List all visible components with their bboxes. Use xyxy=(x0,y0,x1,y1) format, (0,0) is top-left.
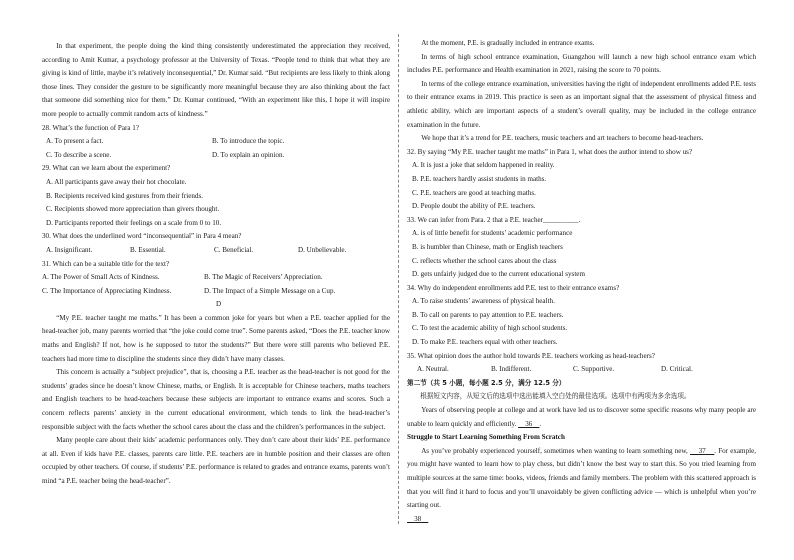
q28-option-d: D. To explain an opinion. xyxy=(212,150,285,159)
q33-option-c: C. reflects whether the school cares about the class xyxy=(412,256,557,265)
q33-option-a: A. is of little benefit for students’ academic performance xyxy=(412,229,573,238)
q34-option-d: D. To make P.E. teachers equal with other teachers. xyxy=(412,338,558,347)
section-heading: 第二节（共 5 小题，每小题 2.5 分，满分 12.5 分） xyxy=(407,378,566,387)
passage-d-para-2: This concern is actually a “subject prejudice”, that is, choosing a P.E. teacher as the head-teacher is not good for the students’ grades since he doesn’t know Chinese, maths, or English. It is acceptable for Chinese teachers, maths teachers and English teachers to be head-teachers because these subjects are important to entrance exams and scores. Such a concern reflects parents’ anxiety in the current educational environment, which tends to link the head-teacher’s responsible subject with the facts whether the school cares about the class and the children’s performances in the subject. xyxy=(42,368,390,431)
q32-option-c: C. P.E. teachers are good at teaching maths. xyxy=(412,188,536,197)
question-30: 30. What does the underlined word “inconsequential” in Para 4 mean? xyxy=(42,232,242,241)
q34-option-c: C. To test the academic ability of high school students. xyxy=(412,324,568,333)
section-instructions: 根据短文内容，从短文后的选项中选出能填入空白处的最佳选项。选项中有两项为多余选项。 xyxy=(420,392,691,401)
blank-37-number: 37 xyxy=(698,446,706,455)
q30-option-b: B. Essential. xyxy=(130,245,166,254)
blank-36 xyxy=(518,420,539,428)
q28-options-row-1 xyxy=(42,135,390,149)
q31-options-row-2 xyxy=(42,285,390,299)
passage-d-para-5: In terms of high school entrance examination, Guangzhou will launch a new high school entrance exam which includes P.E. performance and Health examination in 2021, raising the score to 70 points. xyxy=(407,52,756,75)
question-29: 29. What can we learn about the experiment? xyxy=(42,164,171,173)
q35-option-b: B. Indifferent. xyxy=(491,365,532,374)
q31-option-a: A. The Power of Small Acts of Kindness. xyxy=(42,273,160,282)
q31-option-d: D. The Impact of a Simple Message on a Cup. xyxy=(204,286,336,295)
passage-e-intro: Years of observing people at college and at work have led us to discover some specific reasons why many people are unable to learn quickly and efficiently. 36 . xyxy=(407,406,756,428)
passage-d-para-7: We hope that it’s a trend for P.E. teachers, music teachers and art teachers to become head-teachers. xyxy=(421,134,704,143)
q35-option-d: D. Critical. xyxy=(661,365,693,374)
passage-d-para-1: “My P.E. teacher taught me maths.” It has been a common joke for years but when a P.E. teacher applied for the head-teacher job, many parents worried that “the joke could come true”. Some parents asked, “Does the P.E. teacher know maths and English? If not, how is he supposed to tutor the students?” But there were still parents who believed P.E. teachers had more time to discipline the students since they didn’t have many classes. xyxy=(42,313,390,363)
right-column xyxy=(407,0,756,560)
q30-option-a: A. Insignificant. xyxy=(46,245,93,254)
q32-option-d: D. People doubt the ability of P.E. teachers. xyxy=(412,202,536,211)
blank-36-number: 36 xyxy=(525,419,533,428)
blank-38 xyxy=(407,515,428,523)
passage-d-para-4: At the moment, P.E. is gradually included in entrance exams. xyxy=(421,39,595,47)
column-divider xyxy=(398,34,399,524)
q31-option-c: C. The Importance of Appreciating Kindness. xyxy=(42,286,172,295)
passage-e-para-1-text: As you’ve probably experienced yourself, sometimes when wanting to learn something new, xyxy=(421,446,688,455)
q28-option-b: B. To introduce the topic. xyxy=(212,137,285,146)
passage-d-para-3: Many people care about their kids’ academic performances only. They don’t care about their kids’ P.E. performance at all. Even if kids have P.E. classes, parents care little. P.E. teachers are in humble position and their classes are often occupied by other teachers. Of course, if students’ P.E. performance is related to grades and entrance exams, parents won’t mind “a P.E. teacher being the head-teacher”. xyxy=(42,436,390,485)
q29-option-a: A. All participants gave away their hot chocolate. xyxy=(46,177,187,186)
passage-e-para-1: As you’ve probably experienced yourself, sometimes when wanting to learn something new, 37 . For example, you might have wanted to learn how to play chess, but didn’t know the best way to start this. So you tried learning from multiple sources at the same time: books, videos, friends and family members. The problem with this scattered approach is that you will find it hard to focus and you’ll unavoidably be given conflicting advice — which is unhelpful when you’re starting out. xyxy=(407,446,757,510)
passage-e-subtitle: Struggle to Start Learning Something From Scratch xyxy=(407,433,565,442)
passage-d-para-6: In terms of the college entrance examination, universities having the right of independent enrollments added P.E. tests to their entrance exams in 2019. This practice is seen as an important signal that the assessment of physical fitness and athletic ability, which are important aspects of a student’s overall quality, may be included in the college entrance examination in the future. xyxy=(407,79,756,129)
q35-option-a: A. Neutral. xyxy=(417,365,449,374)
blank-38-number: 38 xyxy=(414,514,422,523)
q33-option-b: B. is humbler than Chinese, math or English teachers xyxy=(412,242,563,251)
passage-c-para-4: In that experiment, the people doing the kind thing consistently underestimated the appreciation they received, according to Amit Kumar, a psychology professor at the University of Texas. “People tend to think that what they are giving is kind of little, maybe it’s relatively inconsequential,” Dr. Kumar said. “But recipients are less likely to think along those lines. They consider the gesture to be significantly more meaningful because they are also thinking about the fact that someone did something nice for them.” Dr. Kumar continued, “With an experiment like this, I hope it will inspire more people to actually commit random acts of kindness.” xyxy=(42,42,390,118)
q31-options-row-1 xyxy=(42,271,390,285)
question-31: 31. Which can be a suitable title for the text? xyxy=(42,259,170,268)
q31-option-b: B. The Magic of Receivers’ Appreciation. xyxy=(204,273,323,282)
passage-e-para-1-text-2: For example, you might have wanted to learn how to play chess, but didn’t know the best way to start this. So you tried learning from multiple sources at the same time: books, videos, friends and family members. The problem with this scattered approach is that you will find it hard to focus and you’ll unavoidably be given conflicting advice — which is unhelpful when you’re starting out. xyxy=(407,446,757,510)
q28-option-c: C. To describe a scene. xyxy=(46,150,112,159)
q29-option-d: D. Participants reported their feelings on a scale from 0 to 10. xyxy=(46,218,222,227)
q32-option-b: B. P.E. teachers hardly assist students in maths. xyxy=(412,174,547,183)
blank-38-line xyxy=(407,513,756,527)
q30-option-d: D. Unbelievable. xyxy=(298,245,347,254)
q30-options xyxy=(42,244,390,258)
question-35: 35. What opinion does the author hold towards P.E. teachers working as head-teachers? xyxy=(407,351,655,360)
question-28: 28. What’s the function of Para 1? xyxy=(42,123,139,132)
passage-d-label: D xyxy=(216,300,222,309)
q29-option-c: C. Recipients showed more appreciation than givers thought. xyxy=(46,205,220,214)
question-33: 33. We can infer from Para. 2 that a P.E. teacher__________. xyxy=(407,215,581,224)
q29-option-b: B. Recipients received kind gestures from their friends. xyxy=(46,191,204,200)
left-column xyxy=(42,0,390,560)
q35-option-c: C. Supportive. xyxy=(573,365,615,374)
q34-option-a: A. To raise students’ awareness of physical health. xyxy=(412,297,555,306)
q28-options-row-2 xyxy=(42,149,390,163)
q28-option-a: A. To present a fact. xyxy=(46,137,104,146)
q35-options xyxy=(407,363,756,377)
q34-option-b: B. To call on parents to pay attention to P.E. teachers. xyxy=(412,310,564,319)
question-32: 32. By saying “My P.E. teacher taught me maths” in Para 1, what does the author intend to show us? xyxy=(407,147,693,156)
q30-option-c: C. Beneficial. xyxy=(214,245,254,254)
blank-37 xyxy=(690,447,714,455)
q33-option-d: D. gets unfairly judged due to the current educational system xyxy=(412,270,585,279)
q32-option-a: A. It is just a joke that seldom happened in reality. xyxy=(412,161,555,170)
question-34: 34. Why do independent enrollments add P.E. test to their entrance exams? xyxy=(407,283,620,292)
passage-e-intro-text: Years of observing people at college and at work have led us to discover some specific reasons why many people are unable to learn quickly and efficiently. xyxy=(407,406,756,428)
